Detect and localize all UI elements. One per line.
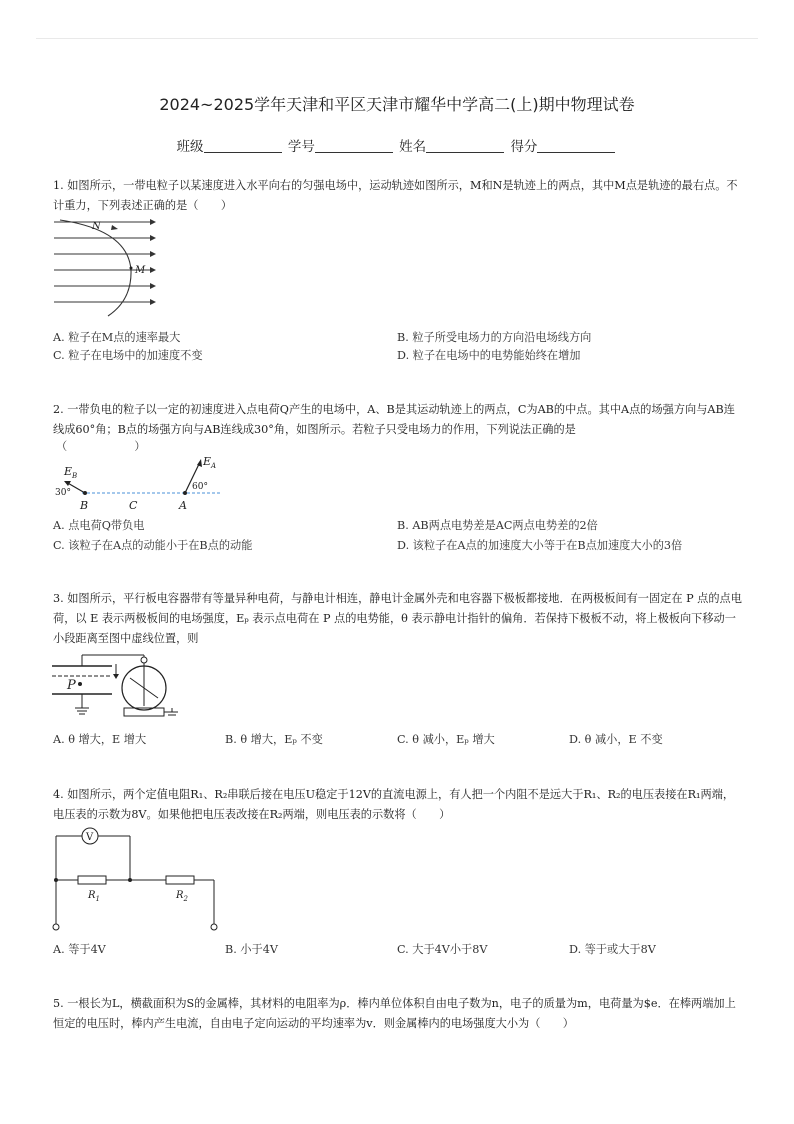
point-b-label: B — [80, 499, 89, 512]
q4-option-b[interactable]: B. 小于4V — [225, 943, 278, 956]
q3-option-c[interactable]: C. θ 减小，Eₚ 增大 — [397, 733, 495, 746]
score-label: 得分 — [510, 139, 538, 155]
question-4-stem: 4. 如图所示，两个定值电阻R₁、R₂串联后接在电压U稳定于12V的直流电源上，有人把一个内阻不是远大于R₁、R₂的电压表接在R₁两端，电压表的示数为8V。如果他把电压表改接在R₂两端，则电压表的示数将（ ） — [53, 788, 735, 821]
q3-option-b[interactable]: B. θ 增大，Eₚ 不变 — [225, 733, 323, 746]
q1-option-d[interactable]: D. 粒子在电场中的电势能始终在增加 — [397, 349, 581, 362]
field-ea-label: $E_A$ — [203, 455, 217, 470]
question-2-figure — [52, 456, 224, 512]
angle-a-label: 60° — [192, 482, 208, 492]
question-1-figure — [52, 216, 156, 318]
class-blank[interactable] — [204, 138, 282, 153]
number-blank[interactable] — [315, 138, 393, 153]
q4-option-a[interactable]: A. 等于4V — [53, 943, 106, 956]
q4-option-d[interactable]: D. 等于或大于8V — [569, 943, 656, 956]
question-1-stem: 1. 如图所示，一带电粒子以某速度进入水平向右的匀强电场中，运动轨迹如图所示，M和N是轨迹上的两点，其中M点是轨迹的最右点。不计重力，下列表述正确的是（ ） — [53, 179, 738, 212]
q4-option-c[interactable]: C. 大于4V小于8V — [397, 943, 488, 956]
question-4-figure — [50, 826, 220, 932]
point-a-label: A — [179, 499, 187, 512]
point-m-label: M — [135, 265, 146, 276]
point-n-label: N — [92, 221, 101, 232]
q2-option-c[interactable]: C. 该粒子在A点的动能小于在B点的动能 — [53, 539, 253, 552]
q3-option-d[interactable]: D. θ 减小，E 不变 — [569, 733, 663, 746]
student-info-line — [0, 135, 794, 155]
q2-option-b[interactable]: B. AB两点电势差是AC两点电势差的2倍 — [397, 519, 598, 532]
q1-option-c[interactable]: C. 粒子在电场中的加速度不变 — [53, 349, 203, 362]
name-blank[interactable] — [426, 138, 504, 153]
class-label: 班级 — [176, 139, 204, 155]
point-p-label: P — [67, 678, 76, 693]
question-2-stem: 2. 一带负电的粒子以一定的初速度进入点电荷Q产生的电场中，A、B是其运动轨迹上的两点，C为AB的中点。其中A点的场强方向与AB连线成60°角；B点的场强方向与AB连线成30°角，如图所示。若粒子只受电场力的作用，下列说法正确的是 — [53, 403, 735, 436]
voltmeter-label: V — [86, 832, 94, 843]
q1-option-a[interactable]: A. 粒子在M点的速率最大 — [53, 331, 181, 344]
page-title: 2024~2025学年天津和平区天津市耀华中学高二(上)期中物理试卷 — [159, 95, 635, 114]
q2-option-a[interactable]: A. 点电荷Q带负电 — [53, 519, 145, 532]
point-c-label: C — [129, 499, 138, 512]
question-5-stem: 5. 一根长为L，横截面积为S的金属棒，其材料的电阻率为ρ．棒内单位体积自由电子数为n，电子的质量为m，电荷量为$e．在棒两端加上恒定的电压时，棒内产生电流，自由电子定向运动的平均速率为v．则金属棒内的电场强度大小为（ ） — [53, 997, 736, 1030]
top-rule — [36, 38, 758, 39]
name-label: 姓名 — [399, 139, 427, 155]
number-label: 学号 — [287, 139, 315, 155]
score-blank[interactable] — [537, 138, 615, 153]
field-eb-label: $E_B$ — [64, 465, 78, 480]
r2-label: $R_2$ — [176, 890, 188, 903]
q1-option-b[interactable]: B. 粒子所受电场力的方向沿电场线方向 — [397, 331, 592, 344]
question-2-paren: （ ） — [56, 440, 146, 453]
question-3-stem: 3. 如图所示，平行板电容器带有等量异种电荷，与静电计相连，静电计金属外壳和电容器下极板都接地．在两极板间有一固定在 P 点的点电荷，以 E 表示两极板间的电场强度，Eₚ 表示点电荷在 P 点的电势能，θ 表示静电计指针的偏角．若保持下极板不动，将上极板向下移动一小段距离至图中虚线位置，则 — [53, 592, 742, 645]
q2-option-d[interactable]: D. 该粒子在A点的加速度大小等于在B点加速度大小的3倍 — [397, 539, 683, 552]
angle-b-label: 30° — [55, 488, 71, 498]
question-3-figure — [50, 650, 184, 722]
q3-option-a[interactable]: A. θ 增大，E 增大 — [53, 733, 147, 746]
r1-label: $R_1$ — [88, 890, 100, 903]
